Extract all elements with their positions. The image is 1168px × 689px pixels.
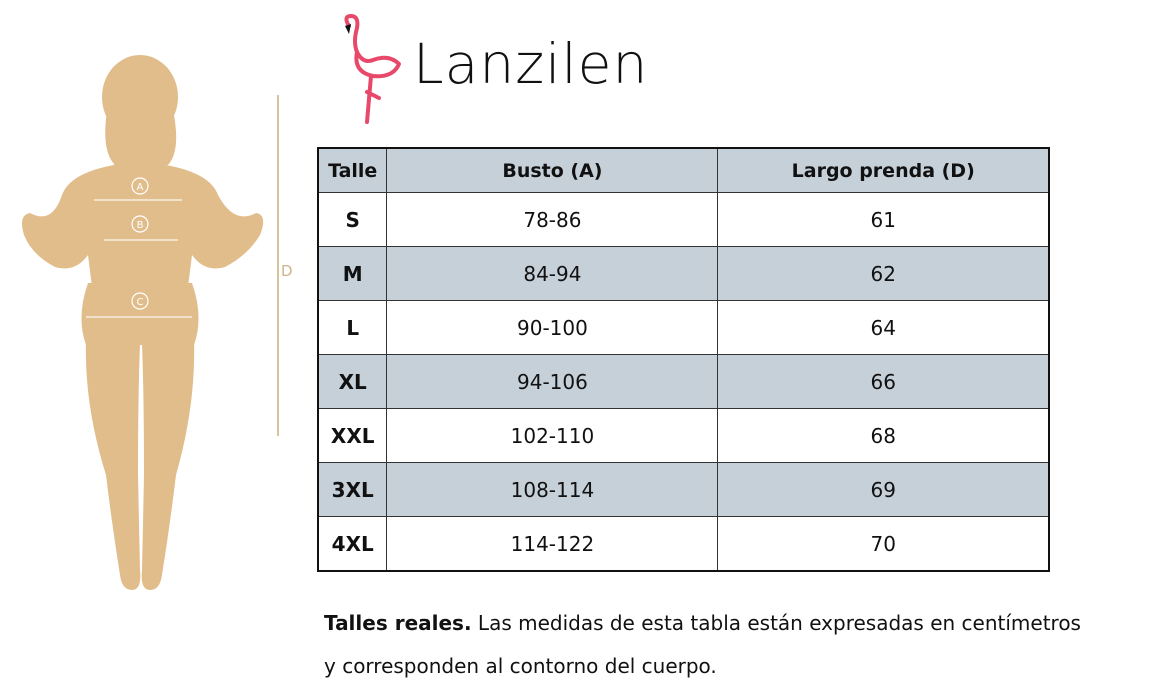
- table-row: [318, 463, 1049, 517]
- size-note: [324, 602, 1084, 688]
- table-row: [318, 247, 1049, 301]
- note-bold: Talles reales.: [324, 611, 472, 635]
- marker-b: B: [136, 220, 144, 231]
- size-cell: 4XL: [318, 517, 387, 572]
- busto-cell: 102-110: [387, 409, 718, 463]
- flamingo-icon: [333, 12, 405, 127]
- length-measure-line: [277, 95, 279, 436]
- size-cell: XL: [318, 355, 387, 409]
- table-row: [318, 355, 1049, 409]
- column-header-busto: Busto (A): [387, 148, 718, 193]
- table-row: [318, 517, 1049, 572]
- size-cell: XXL: [318, 409, 387, 463]
- size-chart-table: [317, 147, 1050, 572]
- busto-cell: 84-94: [387, 247, 718, 301]
- largo-cell: 70: [718, 517, 1049, 572]
- marker-c: C: [136, 297, 144, 308]
- size-cell: L: [318, 301, 387, 355]
- largo-cell: 61: [718, 193, 1049, 247]
- length-measure-label: D: [281, 262, 293, 280]
- largo-cell: 68: [718, 409, 1049, 463]
- busto-cell: 78-86: [387, 193, 718, 247]
- size-cell: S: [318, 193, 387, 247]
- busto-cell: 108-114: [387, 463, 718, 517]
- brand-logo: [333, 12, 673, 127]
- largo-cell: 62: [718, 247, 1049, 301]
- busto-cell: 90-100: [387, 301, 718, 355]
- largo-cell: 66: [718, 355, 1049, 409]
- largo-cell: 64: [718, 301, 1049, 355]
- column-header-largo: Largo prenda (D): [718, 148, 1049, 193]
- brand-name: Lanzilen: [413, 32, 649, 96]
- table-row: [318, 409, 1049, 463]
- busto-cell: 94-106: [387, 355, 718, 409]
- size-cell: M: [318, 247, 387, 301]
- table-row: [318, 301, 1049, 355]
- note-text: Las medidas de esta tabla están expresadas en centímetros y corresponden al contorno del cuerpo.: [324, 611, 1081, 678]
- table-row: [318, 193, 1049, 247]
- column-header-talle: Talle: [318, 148, 387, 193]
- busto-cell: 114-122: [387, 517, 718, 572]
- marker-a: A: [136, 182, 144, 193]
- table-header-row: [318, 148, 1049, 193]
- largo-cell: 69: [718, 463, 1049, 517]
- body-silhouette: [20, 55, 270, 600]
- size-cell: 3XL: [318, 463, 387, 517]
